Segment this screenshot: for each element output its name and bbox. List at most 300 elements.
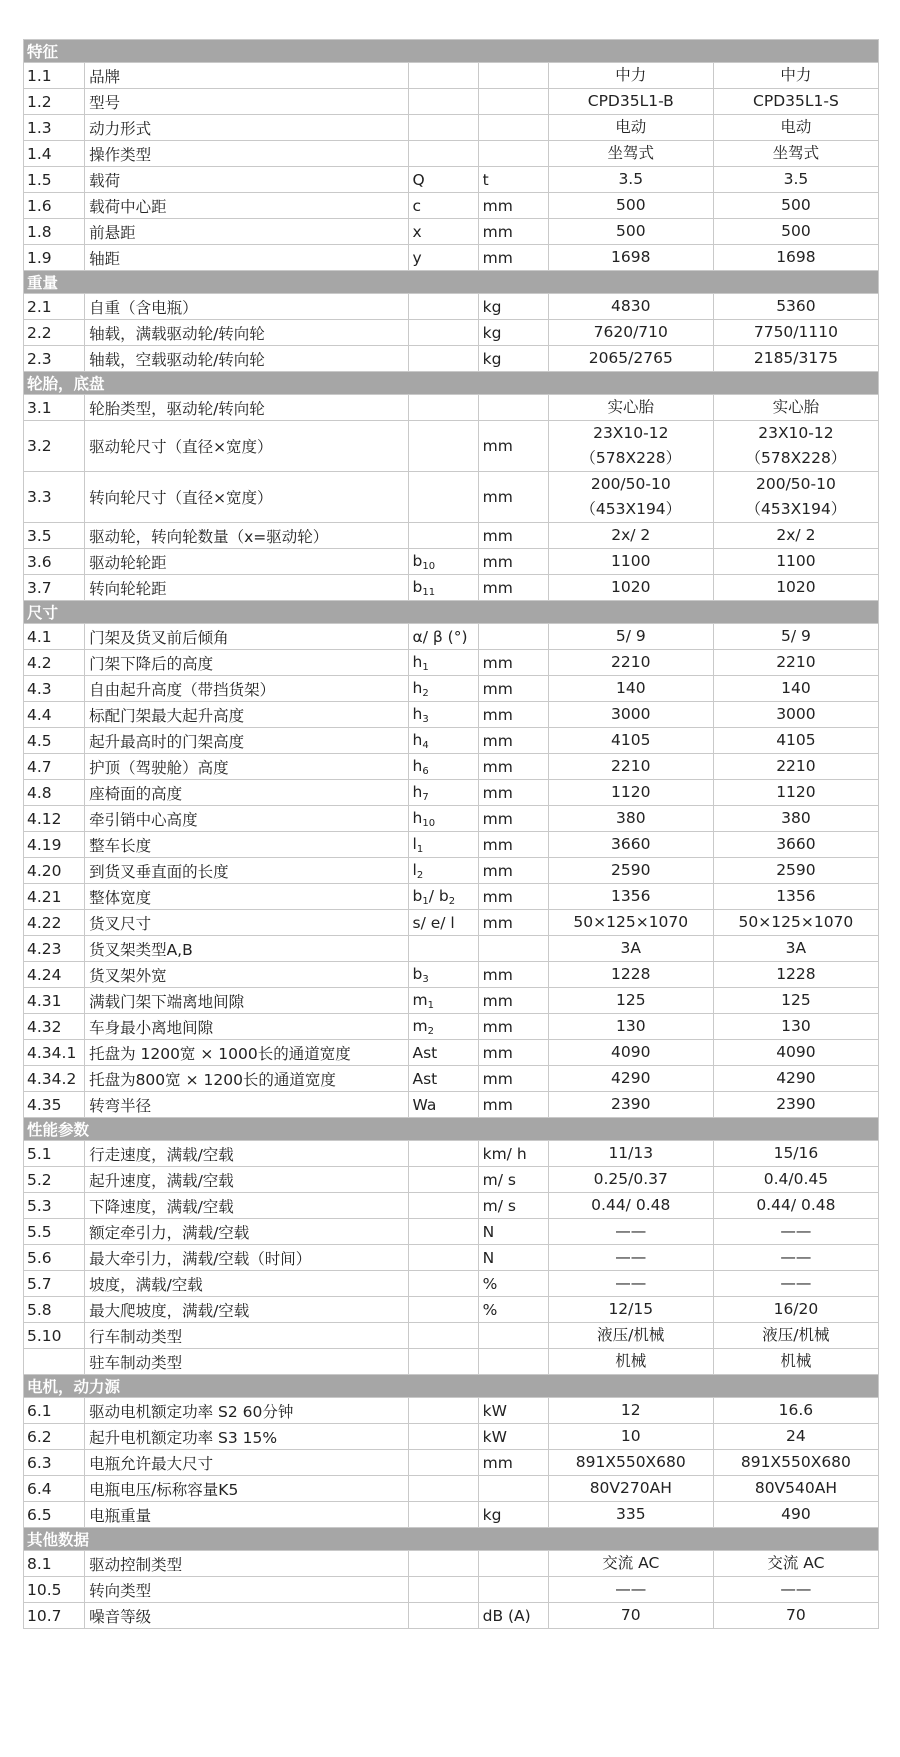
value-text: 电动: [615, 118, 647, 136]
value-text: 12/15: [608, 1300, 654, 1318]
value-text: 11/13: [608, 1144, 654, 1162]
row-unit: m/ s: [478, 1167, 548, 1193]
spec-row: [24, 193, 879, 219]
value-model-b: [548, 988, 713, 1014]
value-model-b: [548, 1577, 713, 1603]
spec-row: [24, 1476, 879, 1502]
row-symbol: [408, 702, 478, 728]
value-text: 3000: [776, 705, 816, 723]
symbol-text: x: [412, 222, 422, 241]
value-text: 1356: [611, 887, 651, 905]
row-unit: mm: [478, 1450, 548, 1476]
value-text: 3660: [611, 835, 651, 853]
symbol-text: l: [412, 860, 417, 879]
spec-row: [24, 962, 879, 988]
row-label: 电瓶电压/标称容量K5: [85, 1476, 408, 1502]
spec-row: [24, 754, 879, 780]
symbol-text: h: [412, 756, 423, 775]
value-text: 70: [786, 1606, 806, 1624]
spec-row: [24, 1349, 879, 1375]
row-number: 4.24: [24, 962, 85, 988]
row-unit: kg: [478, 346, 548, 372]
value-text: 7620/710: [593, 323, 668, 341]
row-label: 轴载，满载驱动轮/转向轮: [85, 320, 408, 346]
symbol-subscript: 1: [427, 999, 434, 1011]
value-text: 5/ 9: [615, 627, 646, 645]
value-text: 2185/3175: [753, 349, 838, 367]
row-symbol: [408, 472, 478, 523]
row-symbol: [408, 115, 478, 141]
value-text: 2210: [611, 757, 651, 775]
value-text: 200/50-10: [755, 475, 836, 493]
row-number: 4.4: [24, 702, 85, 728]
value-text: 4105: [611, 731, 651, 749]
value-text: 125: [781, 991, 811, 1009]
row-symbol: [408, 1066, 478, 1092]
value-text: 机械: [615, 1352, 647, 1370]
symbol-subscript: 2: [448, 895, 456, 907]
value-text: ——: [615, 1274, 647, 1292]
spec-row: [24, 1014, 879, 1040]
spec-row: [24, 1323, 879, 1349]
row-unit: mm: [478, 421, 548, 472]
value-text: 10: [620, 1427, 641, 1445]
spec-row: [24, 728, 879, 754]
row-label: 起升速度，满载/空载: [85, 1167, 408, 1193]
value-text: 380: [615, 809, 646, 827]
symbol-subscript: 2: [416, 869, 424, 881]
value-model-s: [713, 575, 878, 601]
spec-row: [24, 245, 879, 271]
value-text: 70: [620, 1606, 641, 1624]
row-symbol: [408, 1349, 478, 1375]
row-unit: mm: [478, 245, 548, 271]
value-text: 机械: [780, 1352, 812, 1370]
value-model-s: [713, 549, 878, 575]
row-symbol: [408, 421, 478, 472]
value-model-b: [548, 523, 713, 549]
value-text: 23X10-12: [758, 424, 834, 442]
row-unit: mm: [478, 1066, 548, 1092]
value-model-b: [548, 1603, 713, 1629]
row-unit: [478, 1323, 548, 1349]
value-model-s: [713, 1450, 878, 1476]
row-unit: mm: [478, 832, 548, 858]
row-symbol: [408, 1476, 478, 1502]
row-label: 转向轮尺寸（直径×宽度）: [85, 472, 408, 523]
value-text: 130: [615, 1017, 646, 1035]
row-symbol: [408, 1271, 478, 1297]
row-label: 轴载，空载驱动轮/转向轮: [85, 346, 408, 372]
value-model-s: [713, 421, 878, 472]
row-unit: mm: [478, 523, 548, 549]
value-text: 15/16: [773, 1144, 819, 1162]
symbol-text: / b: [428, 886, 449, 905]
symbol-text: b: [412, 886, 423, 905]
row-symbol: [408, 1193, 478, 1219]
value-model-s: [713, 1603, 878, 1629]
value-model-b: [548, 1040, 713, 1066]
symbol-text: m: [412, 990, 428, 1009]
row-number: 4.19: [24, 832, 85, 858]
symbol-text: y: [412, 248, 422, 267]
spec-table: [23, 39, 879, 1629]
spec-row: [24, 1450, 879, 1476]
section-title: 性能参数: [24, 1118, 879, 1141]
row-label: 前悬距: [85, 219, 408, 245]
row-label: 门架下降后的高度: [85, 650, 408, 676]
value-model-b: [548, 245, 713, 271]
row-label: 轴距: [85, 245, 408, 271]
value-text: 1020: [611, 578, 651, 596]
row-symbol: [408, 650, 478, 676]
row-unit: [478, 624, 548, 650]
row-number: 4.5: [24, 728, 85, 754]
row-number: 4.35: [24, 1092, 85, 1118]
value-text: 140: [781, 679, 811, 697]
value-model-b: [548, 1141, 713, 1167]
value-model-s: [713, 395, 878, 421]
row-unit: kg: [478, 1502, 548, 1528]
row-label: 转弯半径: [85, 1092, 408, 1118]
value-model-s: [713, 193, 878, 219]
section-title: 电机，动力源: [24, 1375, 879, 1398]
spec-row: [24, 395, 879, 421]
value-model-b: [548, 575, 713, 601]
row-label: 托盘为 1200宽 × 1000长的通道宽度: [85, 1040, 408, 1066]
value-model-s: [713, 245, 878, 271]
symbol-text: b: [412, 551, 423, 570]
value-model-b: [548, 89, 713, 115]
value-model-b: [548, 421, 713, 472]
row-label: 驻车制动类型: [85, 1349, 408, 1375]
value-model-s: [713, 1092, 878, 1118]
row-symbol: [408, 1502, 478, 1528]
value-text: CPD35L1-B: [587, 92, 674, 110]
value-text: 坐驾式: [772, 144, 820, 162]
row-label: 操作类型: [85, 141, 408, 167]
value-text-secondary: （578X228）: [745, 449, 847, 467]
row-unit: kW: [478, 1398, 548, 1424]
row-number: [24, 1349, 85, 1375]
value-text: 2390: [776, 1095, 816, 1113]
spec-row: [24, 1424, 879, 1450]
value-text: 2x/ 2: [776, 526, 816, 544]
row-symbol: [408, 167, 478, 193]
row-label: 驱动电机额定功率 S2 60分钟: [85, 1398, 408, 1424]
value-model-b: [548, 1450, 713, 1476]
value-text: 125: [615, 991, 646, 1009]
value-text: 24: [786, 1427, 806, 1445]
value-text: 5360: [776, 297, 816, 315]
row-symbol: [408, 1014, 478, 1040]
value-text: ——: [615, 1248, 647, 1266]
row-label: 轮胎类型，驱动轮/转向轮: [85, 395, 408, 421]
row-number: 6.2: [24, 1424, 85, 1450]
spec-row: [24, 1577, 879, 1603]
value-model-b: [548, 115, 713, 141]
row-number: 5.8: [24, 1297, 85, 1323]
row-number: 3.3: [24, 472, 85, 523]
row-label: 整车长度: [85, 832, 408, 858]
spec-row: [24, 320, 879, 346]
value-text: 1698: [611, 248, 651, 266]
row-symbol: [408, 575, 478, 601]
value-model-b: [548, 676, 713, 702]
row-number: 1.1: [24, 63, 85, 89]
value-model-s: [713, 702, 878, 728]
value-model-s: [713, 1167, 878, 1193]
value-text: 50×125×1070: [573, 913, 689, 931]
spec-row: [24, 1092, 879, 1118]
value-model-s: [713, 1040, 878, 1066]
row-label: 自重（含电瓶）: [85, 294, 408, 320]
row-symbol: [408, 1551, 478, 1577]
value-text: 2590: [776, 861, 816, 879]
symbol-text: Ast: [412, 1069, 438, 1088]
row-unit: mm: [478, 1092, 548, 1118]
value-model-s: [713, 884, 878, 910]
row-number: 3.1: [24, 395, 85, 421]
row-number: 5.3: [24, 1193, 85, 1219]
row-symbol: [408, 89, 478, 115]
row-label: 起升电机额定功率 S3 15%: [85, 1424, 408, 1450]
symbol-text: l: [412, 834, 417, 853]
spec-row: [24, 141, 879, 167]
value-model-b: [548, 832, 713, 858]
value-text: 3A: [620, 939, 641, 957]
value-model-s: [713, 63, 878, 89]
symbol-text: s/ e/ l: [412, 913, 455, 932]
value-text: 液压/机械: [597, 1326, 665, 1344]
value-model-b: [548, 395, 713, 421]
value-model-b: [548, 650, 713, 676]
row-number: 3.6: [24, 549, 85, 575]
value-text: 1020: [776, 578, 816, 596]
value-text: 3.5: [618, 170, 644, 188]
row-unit: dB (A): [478, 1603, 548, 1629]
spec-row: [24, 1141, 879, 1167]
value-model-b: [548, 936, 713, 962]
value-model-b: [548, 624, 713, 650]
spec-row: [24, 523, 879, 549]
section-header: [24, 372, 879, 395]
value-text: ——: [780, 1248, 812, 1266]
symbol-subscript: 10: [422, 560, 436, 572]
row-number: 4.32: [24, 1014, 85, 1040]
symbol-subscript: 3: [422, 973, 429, 985]
row-label: 驱动控制类型: [85, 1551, 408, 1577]
spec-row: [24, 910, 879, 936]
row-label: 整体宽度: [85, 884, 408, 910]
section-header: [24, 1118, 879, 1141]
row-label: 牵引销中心高度: [85, 806, 408, 832]
value-text: ——: [780, 1580, 812, 1598]
row-unit: mm: [478, 988, 548, 1014]
row-symbol: [408, 1398, 478, 1424]
value-text: 1356: [776, 887, 816, 905]
spec-row: [24, 780, 879, 806]
row-symbol: [408, 1092, 478, 1118]
spec-row: [24, 1245, 879, 1271]
symbol-subscript: 1: [416, 843, 424, 855]
row-label: 品牌: [85, 63, 408, 89]
row-number: 1.4: [24, 141, 85, 167]
value-text: ——: [780, 1274, 812, 1292]
spec-row: [24, 624, 879, 650]
value-text: 16/20: [773, 1300, 819, 1318]
value-model-s: [713, 115, 878, 141]
value-text: 2065/2765: [588, 349, 673, 367]
symbol-text: h: [412, 704, 423, 723]
value-text: 500: [781, 222, 811, 240]
section-header: [24, 601, 879, 624]
row-label: 到货叉垂直面的长度: [85, 858, 408, 884]
value-model-s: [713, 320, 878, 346]
row-number: 6.3: [24, 1450, 85, 1476]
row-unit: [478, 936, 548, 962]
value-model-s: [713, 676, 878, 702]
row-unit: [478, 141, 548, 167]
row-unit: [478, 1551, 548, 1577]
value-text: 490: [781, 1505, 811, 1523]
value-model-s: [713, 167, 878, 193]
spec-row: [24, 421, 879, 472]
row-symbol: [408, 754, 478, 780]
spec-row: [24, 650, 879, 676]
section-title: 特征: [24, 40, 879, 63]
symbol-text: c: [412, 196, 422, 215]
value-text: 0.44/ 0.48: [756, 1196, 836, 1214]
symbol-text: h: [412, 730, 423, 749]
value-text: 380: [781, 809, 811, 827]
row-symbol: [408, 141, 478, 167]
row-unit: %: [478, 1297, 548, 1323]
value-model-b: [548, 294, 713, 320]
value-model-s: [713, 858, 878, 884]
row-number: 4.7: [24, 754, 85, 780]
value-text: 4090: [611, 1043, 651, 1061]
spec-row: [24, 858, 879, 884]
row-unit: N: [478, 1245, 548, 1271]
value-model-s: [713, 1476, 878, 1502]
spec-row: [24, 167, 879, 193]
row-number: 4.34.2: [24, 1066, 85, 1092]
value-text: 50×125×1070: [738, 913, 854, 931]
row-unit: [478, 1577, 548, 1603]
value-text-secondary: （453X194）: [580, 500, 682, 518]
spec-row: [24, 1603, 879, 1629]
value-model-s: [713, 936, 878, 962]
value-model-s: [713, 1014, 878, 1040]
value-text: 4290: [611, 1069, 651, 1087]
row-symbol: [408, 728, 478, 754]
value-text: 1120: [611, 783, 651, 801]
row-number: 5.7: [24, 1271, 85, 1297]
value-text: 80V540AH: [754, 1479, 837, 1497]
value-model-b: [548, 1167, 713, 1193]
value-model-b: [548, 806, 713, 832]
row-unit: mm: [478, 1040, 548, 1066]
value-text: 1228: [611, 965, 651, 983]
row-symbol: [408, 245, 478, 271]
spec-row: [24, 884, 879, 910]
row-symbol: [408, 1424, 478, 1450]
row-label: 额定牵引力，满载/空载: [85, 1219, 408, 1245]
row-symbol: [408, 346, 478, 372]
value-text: 液压/机械: [762, 1326, 830, 1344]
value-text: 891X550X680: [740, 1453, 851, 1471]
row-number: 5.5: [24, 1219, 85, 1245]
row-symbol: [408, 549, 478, 575]
value-text: 中力: [780, 66, 812, 84]
value-text: 7750/1110: [753, 323, 838, 341]
symbol-text: b: [412, 964, 423, 983]
value-model-s: [713, 141, 878, 167]
value-text: ——: [615, 1222, 647, 1240]
value-model-s: [713, 1297, 878, 1323]
value-text: 3.5: [783, 170, 809, 188]
value-text: 实心胎: [607, 398, 655, 416]
value-model-b: [548, 193, 713, 219]
spec-row: [24, 1271, 879, 1297]
row-symbol: [408, 523, 478, 549]
spec-row: [24, 219, 879, 245]
row-symbol: [408, 1141, 478, 1167]
value-model-b: [548, 884, 713, 910]
row-symbol: [408, 1297, 478, 1323]
row-symbol: [408, 1219, 478, 1245]
value-text: 0.44/ 0.48: [591, 1196, 671, 1214]
value-text: ——: [780, 1222, 812, 1240]
row-unit: N: [478, 1219, 548, 1245]
row-label: 动力形式: [85, 115, 408, 141]
row-number: 3.2: [24, 421, 85, 472]
row-number: 3.7: [24, 575, 85, 601]
value-model-s: [713, 780, 878, 806]
value-model-s: [713, 1502, 878, 1528]
value-model-b: [548, 1398, 713, 1424]
row-symbol: [408, 1603, 478, 1629]
value-text: 3A: [785, 939, 807, 957]
value-text: 2210: [776, 757, 816, 775]
row-unit: mm: [478, 962, 548, 988]
row-symbol: [408, 395, 478, 421]
row-label: 最大牵引力，满载/空载（时间）: [85, 1245, 408, 1271]
row-label: 满载门架下端离地间隙: [85, 988, 408, 1014]
row-unit: mm: [478, 676, 548, 702]
symbol-text: h: [412, 678, 423, 697]
row-unit: mm: [478, 575, 548, 601]
row-number: 6.5: [24, 1502, 85, 1528]
spec-row: [24, 346, 879, 372]
value-model-s: [713, 1349, 878, 1375]
value-text: 3000: [611, 705, 651, 723]
row-number: 6.4: [24, 1476, 85, 1502]
symbol-text: h: [412, 782, 423, 801]
symbol-subscript: 4: [422, 739, 429, 751]
section-header: [24, 1375, 879, 1398]
spec-row: [24, 1040, 879, 1066]
row-unit: [478, 115, 548, 141]
row-symbol: [408, 806, 478, 832]
symbol-subscript: 3: [422, 713, 429, 725]
row-unit: %: [478, 1271, 548, 1297]
value-text: 335: [615, 1505, 646, 1523]
value-text: 0.4/0.45: [763, 1170, 829, 1188]
row-label: 起升最高时的门架高度: [85, 728, 408, 754]
row-label: 噪音等级: [85, 1603, 408, 1629]
